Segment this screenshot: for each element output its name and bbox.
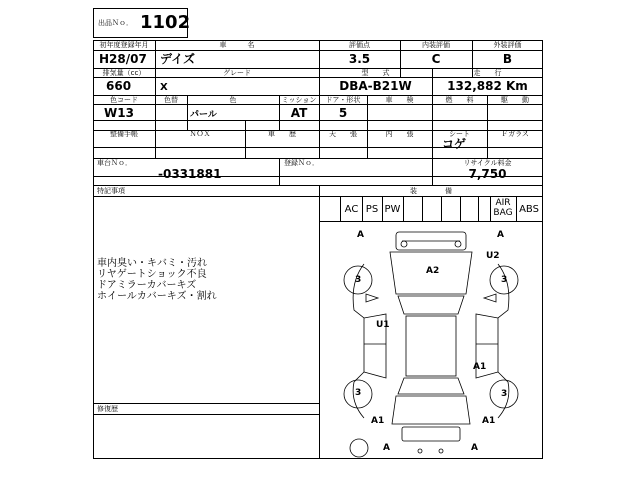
note-line: リヤゲートショック不良 bbox=[97, 269, 207, 280]
damage-mark: A bbox=[357, 230, 364, 240]
recycle-value: 7,750 bbox=[468, 167, 507, 181]
damage-mark: 3 bbox=[355, 275, 362, 285]
roof-label: 天 張 bbox=[329, 130, 357, 138]
equipment-airbag: AIR BAG bbox=[493, 198, 513, 218]
damage-mark: U2 bbox=[486, 251, 500, 261]
model-label: 型 式 bbox=[361, 69, 390, 77]
notes-label: 特記事項 bbox=[97, 187, 125, 195]
reg-no-label: 登録Ｎｏ． bbox=[284, 159, 319, 167]
color-code-value: W13 bbox=[104, 106, 134, 120]
equipment-ps: PS bbox=[365, 204, 379, 215]
recycle-label: リサイクル料金 bbox=[463, 159, 512, 167]
damage-mark: 3 bbox=[501, 389, 508, 399]
equipment-ac: AC bbox=[344, 204, 359, 215]
damage-mark: A bbox=[497, 230, 504, 240]
exterior-grade-label: 外装評価 bbox=[493, 41, 522, 49]
damage-mark: A1 bbox=[371, 416, 385, 426]
reg-date-value: H28/07 bbox=[99, 52, 147, 66]
mileage-label: 走 行 bbox=[473, 69, 502, 77]
damage-mark: 3 bbox=[501, 275, 508, 285]
equipment-pw: PW bbox=[384, 204, 401, 215]
lot-number-box bbox=[93, 8, 191, 38]
glass-label: Ｆガラス bbox=[501, 130, 529, 138]
repair-history-label: 修復歴 bbox=[97, 405, 118, 413]
reg-date-label: 初年度登録年月 bbox=[99, 41, 149, 49]
doors-label: ドア・形状 bbox=[325, 96, 361, 104]
color-label: 色 bbox=[229, 96, 237, 104]
mileage-value: 132,882 Km bbox=[447, 79, 528, 93]
score-label: 評価点 bbox=[349, 41, 370, 49]
damage-mark: A1 bbox=[482, 416, 496, 426]
car-name-label: 車 名 bbox=[219, 41, 255, 49]
fuel-label: 燃 料 bbox=[445, 96, 474, 104]
grade-value: X bbox=[160, 82, 168, 93]
note-line: ホイールカバーキズ・割れ bbox=[97, 291, 217, 302]
doors-value: 5 bbox=[338, 106, 348, 120]
model-value: DBA-B21W bbox=[339, 79, 412, 93]
score-value: 3.5 bbox=[348, 52, 371, 66]
inspection-label: 車 検 bbox=[385, 96, 414, 104]
color-value: パール bbox=[190, 110, 217, 120]
damage-mark: A bbox=[471, 443, 478, 453]
notes-lines bbox=[97, 258, 217, 302]
equipment-abs: ABS bbox=[519, 204, 539, 215]
damage-mark: A1 bbox=[473, 362, 487, 372]
interior-grade-value: C bbox=[431, 52, 441, 66]
seat-value: コゲ bbox=[442, 137, 467, 151]
color-change-label: 色替 bbox=[164, 96, 178, 104]
nox-label: ＮＯＸ bbox=[189, 130, 211, 138]
lot-number: 1102 bbox=[140, 12, 191, 33]
damage-mark: A2 bbox=[426, 266, 440, 276]
papers-label: 整備手帳 bbox=[110, 130, 138, 138]
displacement-label: 排気量（cc） bbox=[102, 69, 146, 77]
interior-grade-label: 内装評価 bbox=[422, 41, 450, 49]
damage-mark: A bbox=[383, 443, 390, 453]
car-damage-diagram bbox=[320, 222, 542, 458]
note-line: 車内臭い・キバミ・汚れ bbox=[97, 258, 207, 269]
mission-label: ミッション bbox=[281, 96, 317, 104]
equipment-label: 装 備 bbox=[410, 187, 452, 195]
damage-mark: U1 bbox=[376, 320, 390, 330]
mission-value: AT bbox=[290, 106, 308, 120]
displacement-value: 660 bbox=[106, 79, 132, 93]
car-name-value: デイズ bbox=[160, 52, 196, 66]
note-line: ドアミラーカバーキズ bbox=[97, 280, 197, 291]
lot-label: 出品Ｎｏ． bbox=[98, 19, 133, 27]
chassis-label: 車台Ｎｏ． bbox=[97, 159, 132, 167]
damage-mark: 3 bbox=[355, 388, 362, 398]
grade-label: グレード bbox=[223, 69, 251, 77]
color-code-label: 色コード bbox=[110, 96, 138, 104]
interior-top-label: 内 張 bbox=[385, 130, 414, 138]
drive-label: 駆 動 bbox=[501, 96, 529, 104]
chassis-value: -0331881 bbox=[158, 167, 222, 181]
exterior-grade-value: B bbox=[502, 52, 513, 66]
seat-label: シート bbox=[449, 130, 470, 138]
history-label: 車 歴 bbox=[268, 130, 296, 138]
